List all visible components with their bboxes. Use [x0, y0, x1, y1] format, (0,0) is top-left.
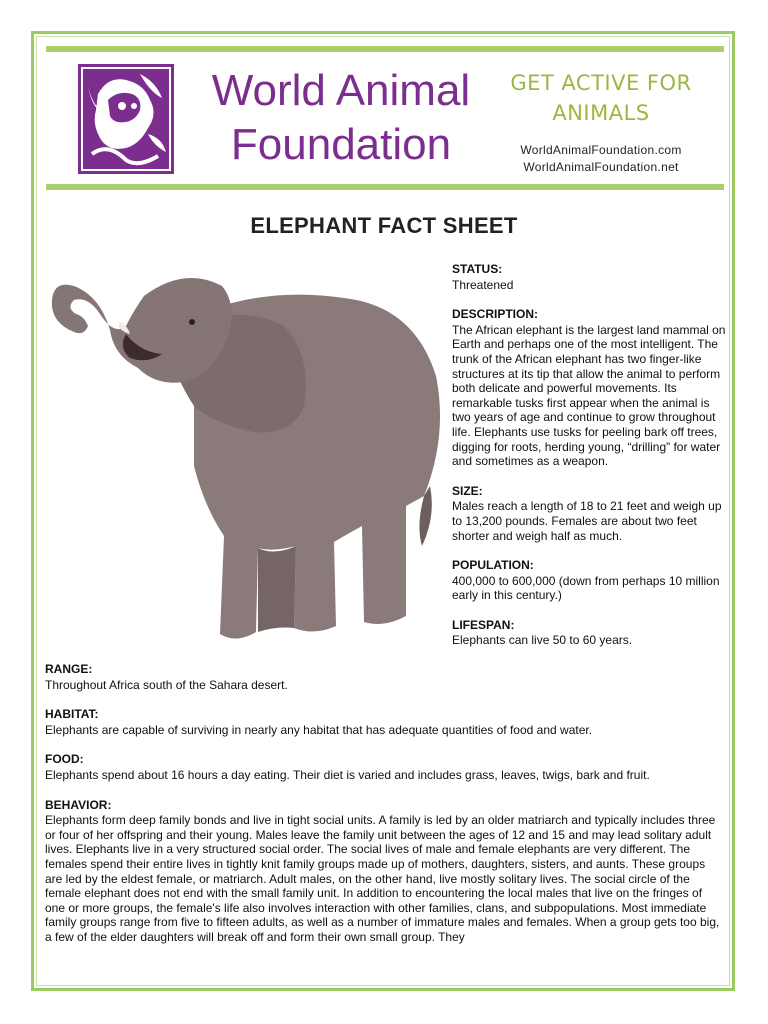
food-section	[45, 752, 725, 782]
population-section	[452, 558, 728, 603]
slogan-line1: GET ACTIVE FOR	[510, 71, 692, 95]
status-text: Threatened	[452, 277, 514, 292]
size-section	[452, 484, 728, 543]
behavior-text: Elephants form deep family bonds and live in tight social units. A family is led by an older matriarch and typically includes three or four of her offspring and their young. Males leave the family unit between the ages of 12 and 15 and may lead solitary adult lives. Elephants live in a very structured social order. The social lives of male and female elephants are very different. The females spend their entire lives in tightly knit family groups made up of mothers, daughters, sisters, and aunts. These groups are led by the eldest female, or matriarch. Adult males, on the other hand, live mostly solitary lives. The social circle of the female elephant does not end with the small family unit. In addition to encountering the local males that live on the fringes of one or more groups, the female's life also involves interaction with other families, clans, and subpopulations. Most immediate family groups range from five to fifteen adults, as well as a number of immature males and females. When a group gets too big, a few of the elder daughters will break off and form their own small group. They	[45, 813, 720, 944]
slogan	[496, 68, 706, 128]
range-heading: RANGE:	[45, 662, 93, 676]
fact-column-lower	[45, 662, 725, 960]
food-heading: FOOD:	[45, 752, 84, 767]
food-text: Elephants spend about 16 hours a day eating. Their diet is varied and includes grass, leaves, twigs, bark and fruit.	[45, 767, 650, 782]
population-heading: POPULATION:	[452, 558, 534, 573]
website-urls	[496, 142, 706, 176]
organization-name-line2: Foundation	[230, 120, 452, 169]
organization-name-line1: World Animal	[211, 66, 471, 115]
status-heading: STATUS:	[452, 262, 503, 276]
behavior-section	[45, 798, 725, 945]
page-title: ELEPHANT FACT SHEET	[250, 213, 518, 238]
organization-name	[196, 64, 486, 172]
habitat-text: Elephants are capable of surviving in nearly any habitat that has adequate quantities of food and water.	[45, 722, 593, 737]
lifespan-text: Elephants can live 50 to 60 years.	[452, 633, 633, 648]
status-section	[452, 262, 728, 292]
fact-column-right	[452, 262, 728, 663]
header-top-rule	[46, 46, 724, 52]
habitat-section	[45, 707, 725, 737]
website-url-com[interactable]: WorldAnimalFoundation.com	[520, 143, 682, 157]
description-section	[452, 307, 728, 469]
lifespan-section	[452, 618, 728, 648]
lifespan-heading: LIFESPAN:	[452, 617, 515, 632]
description-text: The African elephant is the largest land mammal on Earth and perhaps one of the most intelligent. The trunk of the African elephant has two finger-like structures at its tip that allow the animal to perform both delicate and powerful movements. Its remarkable tusks first appear when the animal is two years of age and continue to grow throughout life. Elephants use tusks for peeling bark off trees, digging for roots, herding young, “drilling” for water and sometimes as a weapon.	[452, 322, 726, 469]
range-text: Throughout Africa south of the Sahara desert.	[45, 677, 288, 692]
habitat-heading: HABITAT:	[45, 707, 99, 722]
size-heading: SIZE:	[452, 483, 483, 498]
foundation-logo	[78, 64, 174, 174]
behavior-heading: BEHAVIOR:	[45, 797, 112, 812]
population-text: 400,000 to 600,000 (down from perhaps 10 million early in this century.)	[452, 573, 720, 603]
header-bottom-rule	[46, 184, 724, 190]
website-url-net[interactable]: WorldAnimalFoundation.net	[523, 160, 679, 174]
slogan-line2: ANIMALS	[552, 101, 650, 125]
size-text: Males reach a length of 18 to 21 feet and weigh up to 13,200 pounds. Females are about two feet shorter and weigh half as much.	[452, 499, 722, 543]
range-section	[45, 662, 725, 692]
description-heading: DESCRIPTION:	[452, 307, 539, 322]
elephant-photo	[44, 256, 444, 648]
